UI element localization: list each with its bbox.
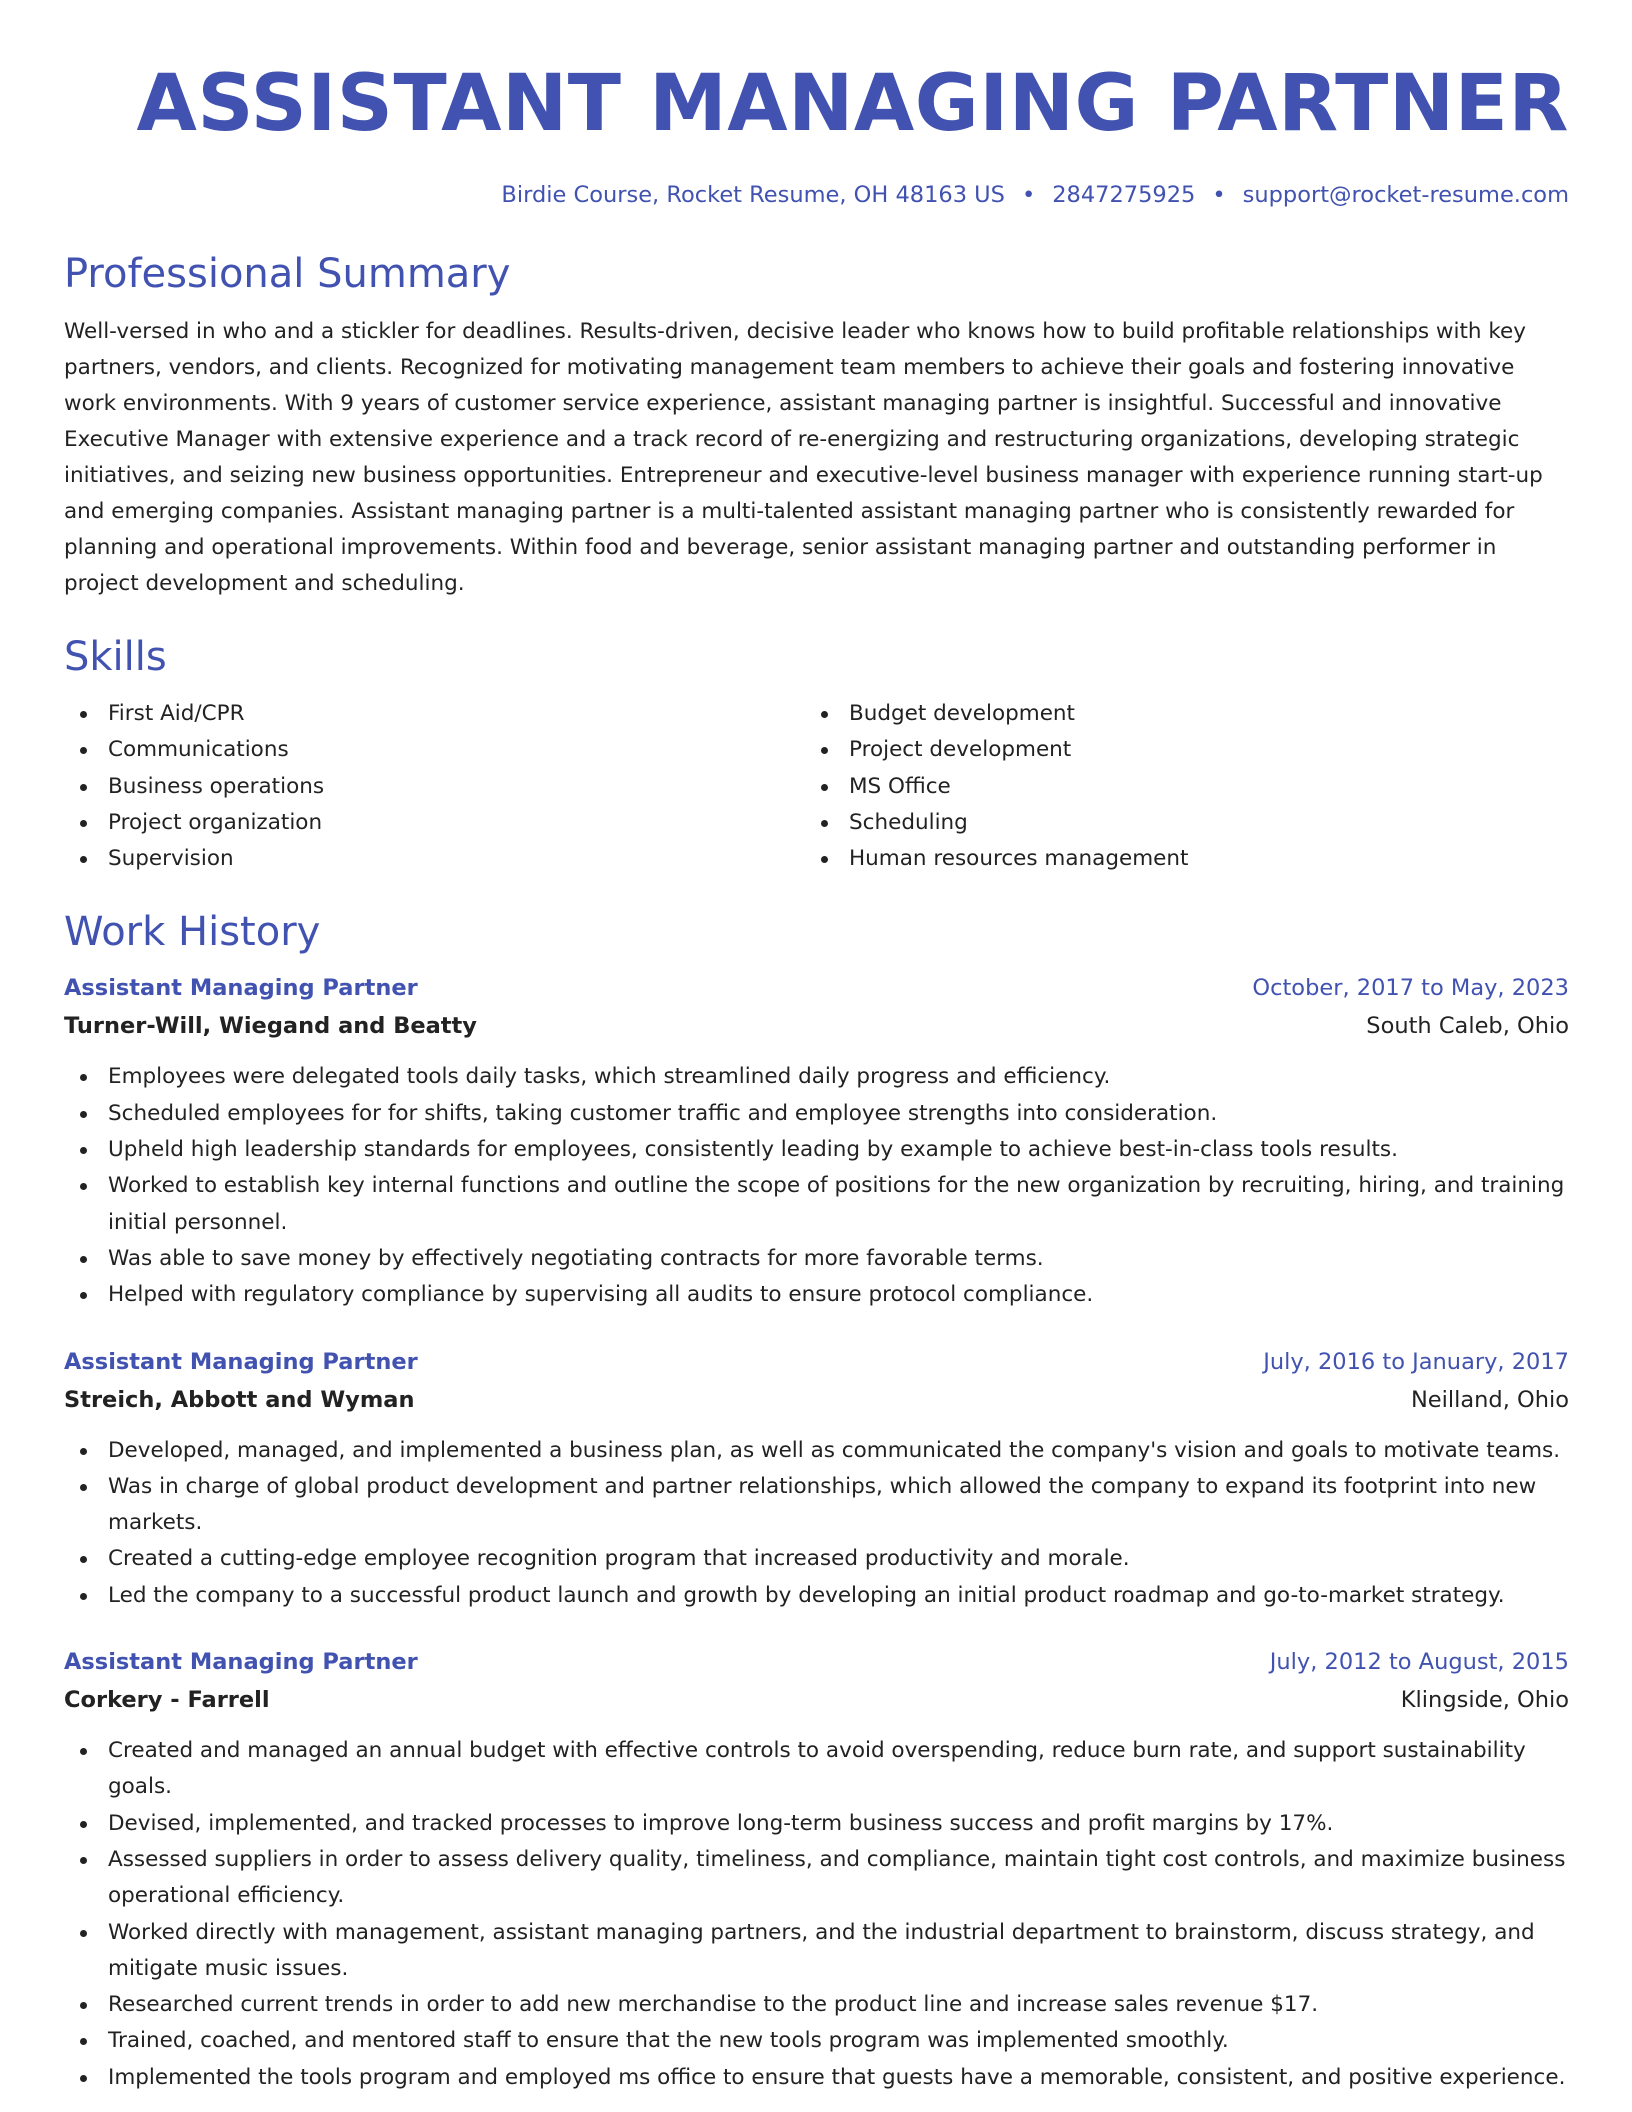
skill-item: Business operations xyxy=(64,769,805,805)
skill-item: Scheduling xyxy=(805,805,1546,841)
contact-separator: • xyxy=(1212,182,1226,208)
contact-address: Birdie Course, Rocket Resume, OH 48163 US xyxy=(501,182,1005,208)
job-bullets xyxy=(64,1059,1569,1313)
job-bullet: Worked directly with management, assistant managing partners, and the industrial department to brainstorm, discuss strategy, and mitigate music issues. xyxy=(64,1915,1569,1988)
contact-separator: • xyxy=(1021,182,1036,208)
job-title: Assistant Managing Partner xyxy=(64,975,418,1002)
skills-column-right xyxy=(805,696,1546,877)
skill-item: Supervision xyxy=(64,841,805,877)
job-bullet: Implemented the tools program and employed ms office to ensure that guests have a memorable, consistent, and positive experience. xyxy=(64,2060,1569,2096)
job-title-row xyxy=(64,969,1569,1007)
job-company: Corkery - Farrell xyxy=(64,1687,270,1714)
job-bullet: Was in charge of global product development and partner relationships, which allowed the company to expand its footprint into new markets. xyxy=(64,1469,1569,1542)
job-entry xyxy=(64,1343,1569,1614)
job-bullet: Developed, managed, and implemented a business plan, as well as communicated the company's vision and goals to motivate teams. xyxy=(64,1433,1569,1469)
job-company: Turner-Will, Wiegand and Beatty xyxy=(64,1013,477,1040)
job-company-row xyxy=(64,1007,1569,1045)
job-bullet: Was able to save money by effectively negotiating contracts for more favorable terms. xyxy=(64,1241,1569,1277)
job-bullet: Scheduled employees for for shifts, taking customer traffic and employee strengths into consideration. xyxy=(64,1096,1569,1132)
job-dates: July, 2012 to August, 2015 xyxy=(1269,1649,1569,1676)
contact-phone: 2847275925 xyxy=(1052,182,1196,208)
skills-list xyxy=(64,696,1569,877)
job-bullet: Created and managed an annual budget with effective controls to avoid overspending, reduce burn rate, and support sustainability goals. xyxy=(64,1733,1569,1806)
resume-header xyxy=(64,56,1569,211)
contact-email: support@rocket-resume.com xyxy=(1242,182,1569,208)
skill-item: MS Office xyxy=(805,769,1546,805)
skills-column-left xyxy=(64,696,805,877)
candidate-name: ASSISTANT MANAGING PARTNER xyxy=(136,59,1569,149)
contact-line xyxy=(64,179,1569,211)
job-bullet: Helped with regulatory compliance by supervising all audits to ensure protocol compliance. xyxy=(64,1277,1569,1313)
job-bullets xyxy=(64,1733,1569,2096)
job-company-row xyxy=(64,1381,1569,1419)
job-bullet: Created a cutting-edge employee recognition program that increased productivity and morale. xyxy=(64,1541,1569,1577)
job-bullets xyxy=(64,1433,1569,1614)
job-entry xyxy=(64,1643,1569,2096)
job-title-row xyxy=(64,1643,1569,1681)
job-company-row xyxy=(64,1681,1569,1719)
job-dates: July, 2016 to January, 2017 xyxy=(1263,1348,1569,1375)
job-dates: October, 2017 to May, 2023 xyxy=(1252,975,1569,1002)
skill-item: Human resources management xyxy=(805,841,1546,877)
skill-item: Budget development xyxy=(805,696,1546,732)
job-title-row xyxy=(64,1343,1569,1381)
job-title: Assistant Managing Partner xyxy=(64,1348,418,1375)
job-bullet: Employees were delegated tools daily tasks, which streamlined daily progress and efficiency. xyxy=(64,1059,1569,1095)
job-bullet: Assessed suppliers in order to assess delivery quality, timeliness, and compliance, maintain tight cost controls, and maximize business operational efficiency. xyxy=(64,1842,1569,1915)
job-bullet: Researched current trends in order to add new merchandise to the product line and increase sales revenue $17. xyxy=(64,1987,1569,2023)
job-bullet: Devised, implemented, and tracked processes to improve long-term business success and profit margins by 17%. xyxy=(64,1806,1569,1842)
job-location: Klingside, Ohio xyxy=(1400,1687,1569,1714)
job-company: Streich, Abbott and Wyman xyxy=(64,1386,415,1413)
skills-heading: Skills xyxy=(64,634,167,680)
skill-item: Communications xyxy=(64,732,805,768)
summary-text: Well-versed in who and a stickler for deadlines. Results-driven, decisive leader who knows how to build profitable relationships with key partners, vendors, and clients. Recognized for motivating management team members to achieve their goals and fostering innovative work environments. With 9 years of customer service experience, assistant managing partner is insightful. Successful and innovative Executive Manager with extensive experience and a track record of re-energizing and restructuring organizations, developing strategic initiatives, and seizing new business opportunities. Entrepreneur and executive-level business manager with experience running start-up and emerging companies. Assistant managing partner is a multi-talented assistant managing partner who is consistently rewarded for planning and operational improvements. Within food and beverage, senior assistant managing partner and outstanding performer in project development and scheduling. xyxy=(64,319,1543,596)
summary-heading: Professional Summary xyxy=(64,251,511,297)
skill-item: First Aid/CPR xyxy=(64,696,805,732)
job-entry xyxy=(64,969,1569,1313)
job-title: Assistant Managing Partner xyxy=(64,1649,418,1676)
job-bullet: Upheld high leadership standards for employees, consistently leading by example to achieve best-in-class tools results. xyxy=(64,1132,1569,1168)
job-bullet: Trained, coached, and mentored staff to ensure that the new tools program was implemented smoothly. xyxy=(64,2023,1569,2059)
job-bullet: Worked to establish key internal functions and outline the scope of positions for the new organization by recruiting, hiring, and training initial personnel. xyxy=(64,1168,1569,1241)
job-location: South Caleb, Ohio xyxy=(1366,1013,1569,1040)
job-location: Neilland, Ohio xyxy=(1410,1386,1569,1413)
skill-item: Project organization xyxy=(64,805,805,841)
job-bullet: Led the company to a successful product launch and growth by developing an initial product roadmap and go-to-market strategy. xyxy=(64,1578,1569,1614)
skill-item: Project development xyxy=(805,732,1546,768)
work-history-heading: Work History xyxy=(64,909,321,956)
